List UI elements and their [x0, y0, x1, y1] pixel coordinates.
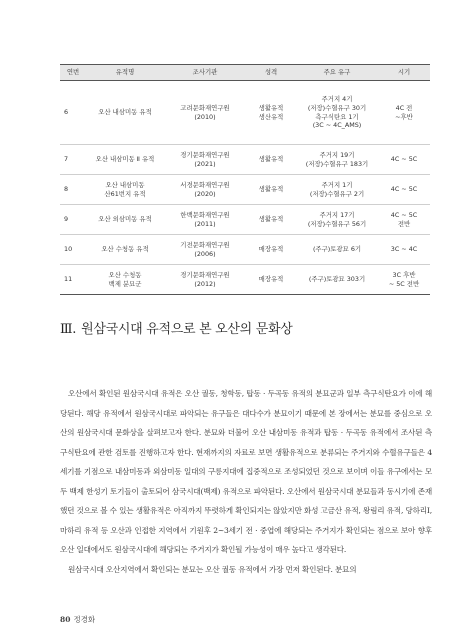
header-no: 연번: [60, 65, 86, 81]
cell-no: 7: [60, 145, 86, 175]
table-header-row: [60, 65, 430, 81]
cell-period: 4C 전 ~후반: [378, 81, 430, 145]
table-row: [60, 175, 430, 205]
section-number: Ⅲ.: [60, 322, 77, 337]
cell-type: 매장유적: [246, 235, 296, 265]
cell-type: 생활유적: [246, 175, 296, 205]
paragraph: 오산에서 확인된 원삼국시대 유적은 오산 궐동, 청학동, 탑동 · 두곡동 유적의 분묘군과 일부 측구식탄요가 이에 해당된다. 해당 유적에서 원삼국시대로 파악되는 유구들은 대다수가 분묘이기 때문에 본 장에서는 분묘를 중심으로 오산의 원삼국시대 문화상을 살펴보고자 한다. 분묘와 더불어 오산 내삼미동 유적과 탑동 · 두곡동 유적에서 조사된 측구식탄요에 관한 검토를 진행하고자 한다. 현재까지의 자료로 보면 생활유적으로 분류되는 주거지와 수혈유구들은 4세기를 기점으로 내삼미동과 외삼미동 일대의 구릉지대에 집중적으로 조성되었던 것으로 보이며 이들 유구에서는 모두 백제 한성기 토기들이 출토되어 삼국시대(백제) 유적으로 파악된다. 오산에서 원삼국시대 분묘들과 동시기에 존재했던 것으로 볼 수 있는 생활유적은 아직까지 뚜렷하게 확인되지는 않았지만 화성 고금산 유적, 왕림리 유적, 당하리Ⅰ, 마하리 유적 등 오산과 인접한 지역에서 기원후 2~3세기 전 · 중엽에 해당되는 주거지가 확인되는 점으로 보아 향후 오산 일대에서도 원삼국시대에 해당되는 주거지가 확인될 가능성이 매우 높다고 생각된다.: [60, 389, 432, 554]
header-organization: 조사기관: [164, 65, 246, 81]
cell-period: 4C ~ 5C: [378, 145, 430, 175]
header-features: 주요 유구: [296, 65, 378, 81]
table-row: [60, 145, 430, 175]
cell-features: 주거지 4기 (저장)수혈유구 30기 측구식탄요 1기 (3C ~ 4C_AMS): [296, 81, 378, 145]
cell-features: 주거지 1기 (저장)수혈유구 2기: [296, 175, 378, 205]
cell-organization: 경기문화재연구원 (2012): [164, 265, 246, 295]
cell-features: (주구)토광묘 303기: [296, 265, 378, 295]
header-site-name: 유적명: [86, 65, 164, 81]
cell-type: 생활유적: [246, 145, 296, 175]
cell-type: 생활유적: [246, 205, 296, 235]
table-row: [60, 81, 430, 145]
sites-table: [60, 64, 430, 295]
section-title: 원삼국시대 유적으로 본 오산의 문화상: [81, 322, 293, 337]
table-row: [60, 205, 430, 235]
cell-period: 3C ~ 4C: [378, 235, 430, 265]
author-name: 정경화: [73, 615, 96, 624]
table-row: [60, 265, 430, 295]
cell-site-name: 오산 내삼미동 Ⅱ 유적: [86, 145, 164, 175]
cell-no: 6: [60, 81, 86, 145]
cell-features: 주거지 17기 (저장)수혈유구 56기: [296, 205, 378, 235]
cell-organization: 경기문화재연구원 (2021): [164, 145, 246, 175]
cell-no: 8: [60, 175, 86, 205]
cell-no: 11: [60, 265, 86, 295]
cell-no: 9: [60, 205, 86, 235]
cell-no: 10: [60, 235, 86, 265]
cell-features: 주거지 19기 (저장)수혈유구 183기: [296, 145, 378, 175]
cell-features: (주구)토광묘 6기: [296, 235, 378, 265]
cell-period: 4C ~ 5C 전반: [378, 205, 430, 235]
header-period: 시기: [378, 65, 430, 81]
page-number: 80: [60, 615, 71, 624]
cell-period: 4C ~ 5C: [378, 175, 430, 205]
cell-type: 매장유적: [246, 265, 296, 295]
cell-site-name: 오산 내삼미동 산61번지 유적: [86, 175, 164, 205]
page-footer: [60, 614, 95, 625]
body-text: [60, 384, 432, 579]
header-type: 성격: [246, 65, 296, 81]
section-heading: [60, 318, 293, 337]
cell-organization: 고려문화재연구원 (2010): [164, 81, 246, 145]
cell-organization: 기전문화재연구원 (2006): [164, 235, 246, 265]
cell-period: 3C 후반 ~ 5C 전반: [378, 265, 430, 295]
table-row: [60, 235, 430, 265]
cell-site-name: 오산 수청동 백제 분묘군: [86, 265, 164, 295]
cell-site-name: 오산 수청동 유적: [86, 235, 164, 265]
cell-site-name: 오산 내삼미동 유적: [86, 81, 164, 145]
cell-type: 생활유적 생산유적: [246, 81, 296, 145]
cell-organization: 서경문화재연구원 (2020): [164, 175, 246, 205]
paragraph: 원삼국시대 오산지역에서 확인되는 분묘는 오산 궐동 유적에서 가장 먼저 확인된다. 분묘의: [68, 564, 357, 574]
cell-organization: 한백문화재연구원 (2011): [164, 205, 246, 235]
cell-site-name: 오산 외삼미동 유적: [86, 205, 164, 235]
